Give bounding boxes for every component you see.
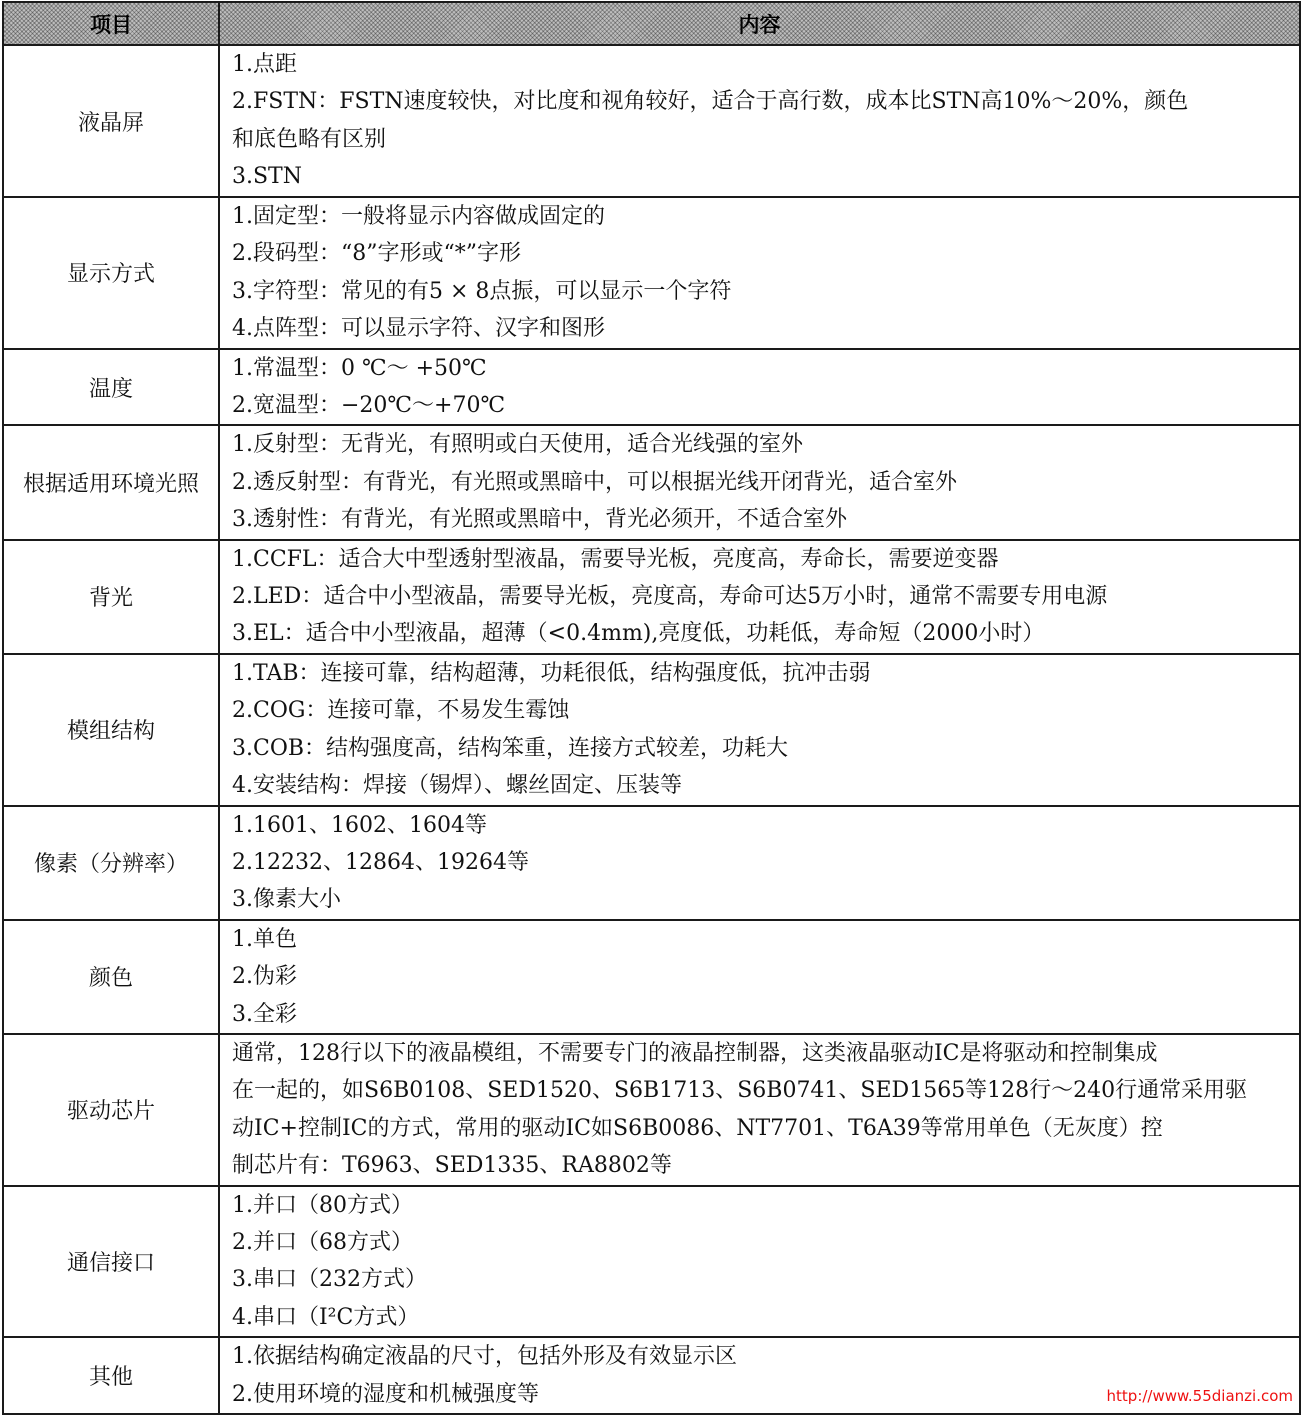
content-line: 4.串口（I²C方式） bbox=[232, 1304, 420, 1330]
row-item-label: 颜色 bbox=[3, 920, 219, 1034]
header-content: 内容 bbox=[219, 2, 1300, 45]
row-content bbox=[219, 1034, 1300, 1186]
table-row bbox=[3, 920, 1300, 1034]
content-line: 1.固定型：一般将显示内容做成固定的 bbox=[232, 204, 605, 229]
content-line: 1.点距 bbox=[232, 52, 297, 77]
content-line: 3.STN bbox=[232, 164, 302, 190]
content-line: 1.反射型：无背光，有照明或白天使用，适合光线强的室外 bbox=[232, 432, 803, 458]
content-line: 3.串口（232方式） bbox=[232, 1267, 427, 1293]
content-line: 2.伪彩 bbox=[232, 964, 297, 990]
content-line: 2.12232、12864、19264等 bbox=[232, 849, 529, 875]
row-content bbox=[219, 920, 1300, 1034]
table-row bbox=[3, 540, 1300, 654]
content-line: 1.1601、1602、1604等 bbox=[232, 812, 487, 838]
row-content bbox=[219, 45, 1300, 197]
content-line: 制芯片有：T6963、SED1335、RA8802等 bbox=[232, 1153, 672, 1179]
content-line: 3.EL：适合中小型液晶，超薄（<0.4mm),亮度低，功耗低，寿命短（2000小时） bbox=[232, 621, 1045, 647]
table-row bbox=[3, 349, 1300, 426]
content-line: 4.安装结构：焊接（锡焊）、螺丝固定、压装等 bbox=[232, 773, 682, 799]
table-row bbox=[3, 654, 1300, 806]
row-item-label: 背光 bbox=[3, 540, 219, 654]
spec-table bbox=[2, 1, 1301, 1415]
content-line: 3.透射性：有背光，有光照或黑暗中，背光必须开，不适合室外 bbox=[232, 507, 847, 533]
row-content bbox=[219, 654, 1300, 806]
content-line: 3.像素大小 bbox=[232, 887, 341, 913]
content-line: 3.COB：结构强度高，结构笨重，连接方式较差，功耗大 bbox=[232, 735, 789, 761]
table-row bbox=[3, 425, 1300, 539]
table-row bbox=[3, 1034, 1300, 1186]
content-line: 3.全彩 bbox=[232, 1001, 297, 1027]
row-item-label: 通信接口 bbox=[3, 1186, 219, 1338]
row-item-label: 其他 bbox=[3, 1337, 219, 1414]
content-line: 1.依据结构确定液晶的尺寸，包括外形及有效显示区 bbox=[232, 1344, 737, 1370]
row-content bbox=[219, 349, 1300, 426]
content-line: 2.COG：连接可靠，不易发生霉蚀 bbox=[232, 698, 570, 724]
row-item-label: 像素（分辨率） bbox=[3, 806, 219, 920]
content-line: 4.点阵型：可以显示字符、汉字和图形 bbox=[232, 316, 605, 342]
row-content bbox=[219, 425, 1300, 539]
table-row bbox=[3, 197, 1300, 349]
table-row bbox=[3, 1186, 1300, 1338]
row-item-label: 温度 bbox=[3, 349, 219, 426]
watermark: http://www.55dianzi.com bbox=[1103, 1387, 1297, 1405]
table-row bbox=[3, 45, 1300, 197]
content-line: 通常，128行以下的液晶模组，不需要专门的液晶控制器，这类液晶驱动IC是将驱动和控制集成 bbox=[232, 1040, 1158, 1066]
content-line: 3.字符型：常见的有5 × 8点振，可以显示一个字符 bbox=[232, 278, 732, 304]
header-item: 项目 bbox=[3, 2, 219, 45]
content-line: 2.FSTN：FSTN速度较快，对比度和视角较好，适合于高行数，成本比STN高10%～20%，颜色 bbox=[232, 89, 1189, 115]
content-line: 动IC+控制IC的方式，常用的驱动IC如S6B0086、NT7701、T6A39等常用单色（无灰度）控 bbox=[232, 1115, 1163, 1141]
content-line: 2.段码型：“8”字形或“*”字形 bbox=[232, 241, 521, 267]
content-line: 1.单色 bbox=[232, 926, 297, 952]
content-line: 1.常温型：0 ℃～ +50℃ bbox=[232, 355, 487, 381]
row-item-label: 显示方式 bbox=[3, 197, 219, 349]
content-line: 1.CCFL：适合大中型透射型液晶，需要导光板，亮度高，寿命长，需要逆变器 bbox=[232, 546, 999, 572]
content-line: 1.并口（80方式） bbox=[232, 1192, 413, 1218]
row-content bbox=[219, 540, 1300, 654]
content-line: 2.并口（68方式） bbox=[232, 1229, 413, 1255]
header-row bbox=[3, 2, 1300, 45]
row-item-label: 液晶屏 bbox=[3, 45, 219, 197]
table-body bbox=[3, 45, 1300, 1414]
content-line: 2.使用环境的湿度和机械强度等 bbox=[232, 1381, 539, 1407]
table-row bbox=[3, 806, 1300, 920]
row-item-label: 根据适用环境光照 bbox=[3, 425, 219, 539]
content-line: 在一起的，如S6B0108、SED1520、S6B1713、S6B0741、SED1565等128行～240行通常采用驱 bbox=[232, 1078, 1248, 1104]
row-content bbox=[219, 197, 1300, 349]
row-content bbox=[219, 806, 1300, 920]
content-line: 2.LED：适合中小型液晶，需要导光板，亮度高，寿命可达5万小时，通常不需要专用电源 bbox=[232, 584, 1108, 610]
row-content bbox=[219, 1186, 1300, 1338]
row-item-label: 驱动芯片 bbox=[3, 1034, 219, 1186]
content-line: 和底色略有区别 bbox=[232, 126, 387, 152]
content-line: 2.透反射型：有背光，有光照或黑暗中，可以根据光线开闭背光，适合室外 bbox=[232, 469, 957, 495]
content-line: 1.TAB：连接可靠，结构超薄，功耗很低，结构强度低，抗冲击弱 bbox=[232, 660, 871, 686]
content-line: 2.宽温型：−20℃～+70℃ bbox=[232, 393, 506, 419]
row-item-label: 模组结构 bbox=[3, 654, 219, 806]
